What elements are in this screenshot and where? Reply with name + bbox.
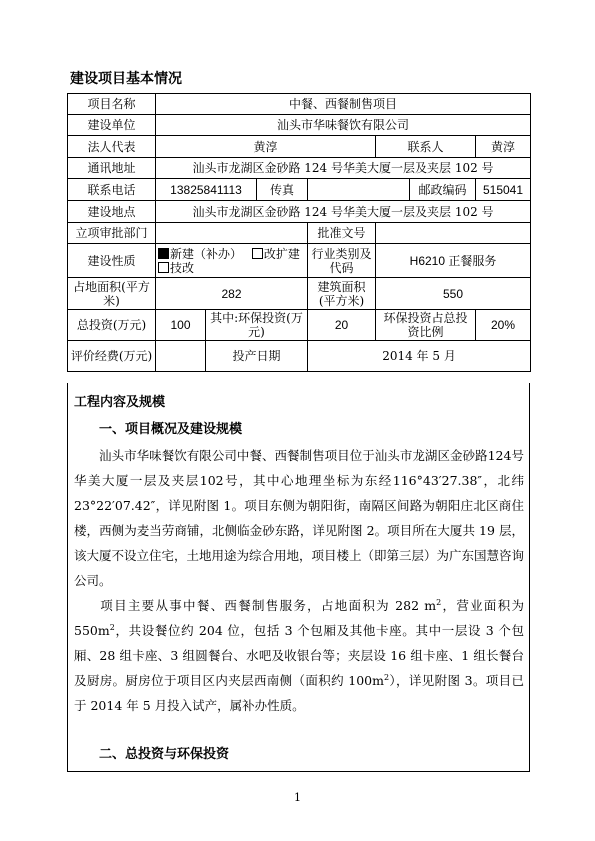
label-builder: 建设单位 [68, 115, 156, 136]
value-env-ratio: 20% [476, 310, 531, 341]
checkbox-tech-reform[interactable] [158, 262, 169, 273]
option-expansion: 改扩建 [263, 246, 300, 261]
content-section-title: 工程内容及规模 [74, 395, 166, 410]
value-phone: 13825841113 [156, 179, 257, 201]
subsection-investment: 二、总投资与环保投资 [99, 747, 230, 762]
paragraph-scale-a: 项目主要从事中餐、西餐制售服务，占地面积为 282 m [99, 598, 437, 613]
label-total-invest: 总投资(万元) [68, 310, 156, 341]
label-project-name: 项目名称 [68, 94, 156, 115]
paragraph-scale [74, 593, 524, 718]
value-total-invest: 100 [156, 310, 206, 341]
label-env-invest: 其中:环保投资(万元) [206, 310, 308, 341]
paragraph-scale-c: ，共设餐位约 204 位，包括 3 个包厢及其他卡座。其中一层设 3 个包厢、28 组卡座、3 组圆餐台、水吧及收银台等；夹层设 16 组卡座、1 组长餐台及厨房。厨房位于项目区内夹层西南侧（面积约 100m [74, 623, 524, 688]
label-eval-fee: 评价经费(万元) [68, 341, 156, 372]
option-tech-reform: 技改 [170, 260, 195, 275]
value-site: 汕头市龙湖区金砂路 124 号华美大厦一层及夹层 102 号 [156, 201, 531, 223]
label-site: 建设地点 [68, 201, 156, 223]
paragraph-overview [74, 443, 524, 593]
label-start-date: 投产日期 [206, 341, 308, 372]
value-contact: 黄淳 [476, 136, 531, 158]
value-start-date: 2014 年 5 月 [308, 341, 531, 372]
label-industry: 行业类别及代码 [308, 244, 376, 278]
label-nature: 建设性质 [68, 244, 156, 278]
value-land-area: 282 [156, 278, 308, 310]
paragraph-overview-text: 汕头市华味餐饮有限公司中餐、西餐制售项目位于汕头市龙湖区金砂路124号华美大厦一层及夹层102号，其中心地理坐标为东经116°43′27.38″，北纬 23°22′07.42″，详见附图 1。项目东侧为朝阳街，南隔区间路为朝阳庄北区商住楼，西侧为麦当劳商铺，北侧临金砂东路，详见附图 2。项目所在大厦共 19 层，该大厦不设立住宅，土地用途为综合用地，项目楼上（即第三层）为广东国慧咨询公司。 [74, 448, 525, 588]
project-info-table [67, 93, 531, 372]
label-legal-rep: 法人代表 [68, 136, 156, 158]
value-address: 汕头市龙湖区金砂路 124 号华美大厦一层及夹层 102 号 [156, 158, 531, 179]
paragraph-scale-b: ，营业面积为550m [74, 598, 524, 638]
checkbox-new-checked[interactable] [158, 248, 169, 259]
section-heading: 建设项目基本情况 [70, 71, 182, 87]
label-postcode: 邮政编码 [410, 179, 476, 201]
label-approval-no: 批准文号 [308, 223, 376, 244]
value-industry: H6210 正餐服务 [376, 244, 531, 278]
value-eval-fee [156, 341, 206, 372]
paragraph-scale-d: ），详见附图 3。项目已于 2014 年 5 月投入试产，属补办性质。 [74, 673, 525, 713]
label-land-area: 占地面积(平方米) [68, 278, 156, 310]
value-legal-rep: 黄淳 [156, 136, 376, 158]
superscript-a: 2 [436, 597, 442, 607]
subsection-overview: 一、项目概况及建设规模 [99, 422, 243, 437]
value-approval-dept [156, 223, 308, 244]
value-postcode: 515041 [476, 179, 531, 201]
superscript-c: 2 [383, 672, 390, 682]
label-address: 通讯地址 [68, 158, 156, 179]
superscript-b: 2 [109, 622, 115, 632]
nature-options [156, 244, 308, 278]
value-approval-no [376, 223, 531, 244]
label-env-ratio: 环保投资占总投资比例 [376, 310, 476, 341]
label-approval-dept: 立项审批部门 [68, 223, 156, 244]
label-fax: 传真 [257, 179, 308, 201]
checkbox-expansion[interactable] [252, 248, 263, 259]
label-phone: 联系电话 [68, 179, 156, 201]
label-contact: 联系人 [376, 136, 476, 158]
content-box [67, 383, 530, 772]
page-number: 1 [294, 791, 301, 804]
label-build-area: 建筑面积(平方米) [308, 278, 376, 310]
value-project-name: 中餐、西餐制售项目 [156, 94, 531, 115]
value-builder: 汕头市华味餐饮有限公司 [156, 115, 531, 136]
value-env-invest: 20 [308, 310, 376, 341]
value-fax [308, 179, 410, 201]
option-new: 新建（补办） [170, 246, 243, 261]
value-build-area: 550 [376, 278, 531, 310]
